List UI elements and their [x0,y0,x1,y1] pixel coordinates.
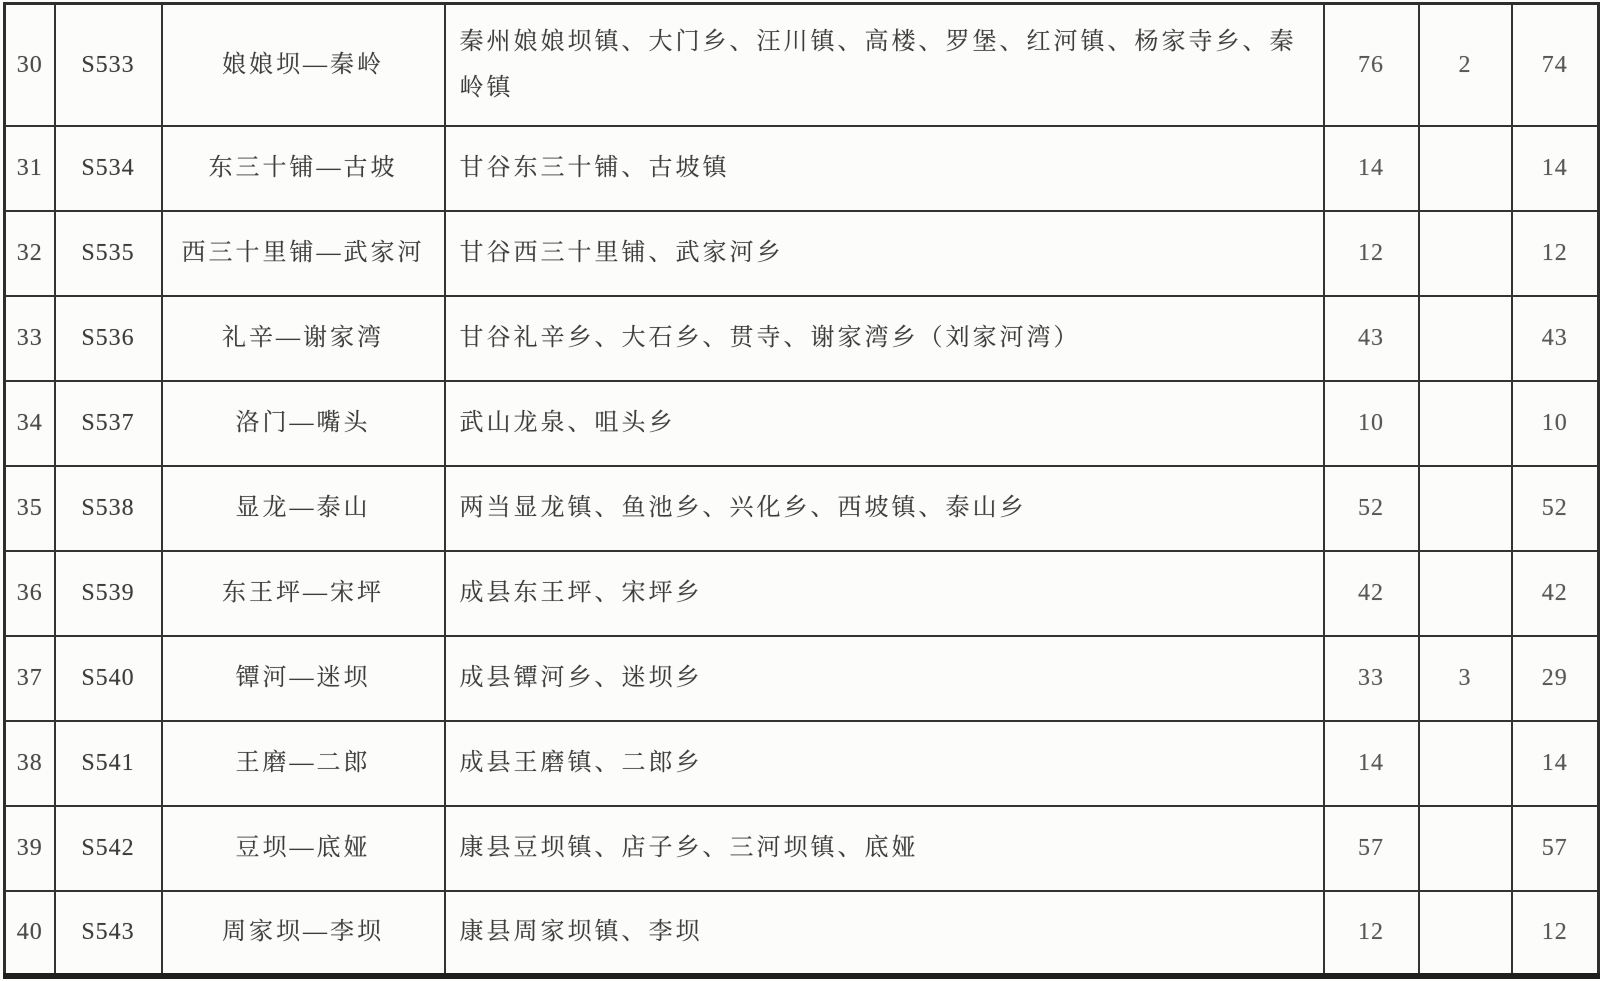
cell-num-a: 10 [1324,381,1419,466]
cell-num-b [1419,551,1512,636]
cell-num-a: 52 [1324,466,1419,551]
cell-places-along-route: 甘谷西三十里铺、武家河乡 [445,211,1324,296]
cell-row-number: 31 [5,126,55,211]
cell-row-number: 30 [5,4,55,126]
cell-num-b [1419,381,1512,466]
cell-num-b [1419,126,1512,211]
cell-road-code: S537 [55,381,162,466]
cell-num-a: 33 [1324,636,1419,721]
cell-route-name: 娘娘坝—秦岭 [162,4,445,126]
cell-num-b [1419,211,1512,296]
cell-num-b: 2 [1419,4,1512,126]
cell-route-name: 东三十铺—古坡 [162,126,445,211]
cell-road-code: S539 [55,551,162,636]
cell-places-along-route: 甘谷东三十铺、古坡镇 [445,126,1324,211]
cell-places-along-route: 甘谷礼辛乡、大石乡、贯寺、谢家湾乡（刘家河湾） [445,296,1324,381]
cell-num-c: 42 [1512,551,1599,636]
cell-road-code: S541 [55,721,162,806]
cell-num-c: 57 [1512,806,1599,891]
cell-row-number: 38 [5,721,55,806]
cell-places-along-route: 成县镡河乡、迷坝乡 [445,636,1324,721]
cell-num-b [1419,806,1512,891]
cell-num-a: 12 [1324,211,1419,296]
cell-road-code: S533 [55,4,162,126]
cell-num-c: 12 [1512,211,1599,296]
cell-places-along-route: 康县豆坝镇、店子乡、三河坝镇、底娅 [445,806,1324,891]
table-row [5,551,1599,636]
cell-route-name: 显龙—泰山 [162,466,445,551]
table-row [5,296,1599,381]
cell-row-number: 35 [5,466,55,551]
cell-places-along-route: 康县周家坝镇、李坝 [445,891,1324,976]
cell-route-name: 东王坪—宋坪 [162,551,445,636]
table-row [5,891,1599,976]
cell-route-name: 镡河—迷坝 [162,636,445,721]
cell-route-name: 王磨—二郎 [162,721,445,806]
cell-num-c: 10 [1512,381,1599,466]
cell-row-number: 40 [5,891,55,976]
table-row [5,721,1599,806]
cell-places-along-route: 成县王磨镇、二郎乡 [445,721,1324,806]
table-row [5,466,1599,551]
cell-road-code: S543 [55,891,162,976]
table-row [5,126,1599,211]
cell-row-number: 32 [5,211,55,296]
route-table [3,2,1600,979]
cell-places-along-route: 武山龙泉、咀头乡 [445,381,1324,466]
cell-row-number: 36 [5,551,55,636]
cell-route-name: 豆坝—底娅 [162,806,445,891]
cell-num-b: 3 [1419,636,1512,721]
cell-road-code: S534 [55,126,162,211]
cell-num-b [1419,891,1512,976]
cell-row-number: 37 [5,636,55,721]
cell-num-c: 12 [1512,891,1599,976]
cell-num-a: 12 [1324,891,1419,976]
route-table-body [5,4,1599,976]
cell-row-number: 34 [5,381,55,466]
cell-num-b [1419,721,1512,806]
cell-num-c: 14 [1512,721,1599,806]
table-row [5,381,1599,466]
cell-road-code: S535 [55,211,162,296]
cell-places-along-route: 秦州娘娘坝镇、大门乡、汪川镇、高楼、罗堡、红河镇、杨家寺乡、秦岭镇 [445,4,1324,126]
cell-road-code: S542 [55,806,162,891]
cell-num-b [1419,296,1512,381]
cell-num-b [1419,466,1512,551]
cell-num-a: 76 [1324,4,1419,126]
cell-route-name: 礼辛—谢家湾 [162,296,445,381]
table-row [5,4,1599,126]
cell-num-a: 14 [1324,126,1419,211]
cell-row-number: 39 [5,806,55,891]
cell-num-c: 29 [1512,636,1599,721]
cell-num-c: 43 [1512,296,1599,381]
cell-route-name: 西三十里铺—武家河 [162,211,445,296]
table-row [5,636,1599,721]
table-row [5,806,1599,891]
cell-road-code: S536 [55,296,162,381]
cell-num-c: 74 [1512,4,1599,126]
cell-row-number: 33 [5,296,55,381]
cell-num-a: 57 [1324,806,1419,891]
cell-road-code: S538 [55,466,162,551]
cell-road-code: S540 [55,636,162,721]
cell-num-a: 42 [1324,551,1419,636]
cell-num-a: 14 [1324,721,1419,806]
table-row [5,211,1599,296]
cell-places-along-route: 成县东王坪、宋坪乡 [445,551,1324,636]
cell-route-name: 周家坝—李坝 [162,891,445,976]
cell-num-c: 52 [1512,466,1599,551]
cell-places-along-route: 两当显龙镇、鱼池乡、兴化乡、西坡镇、泰山乡 [445,466,1324,551]
cell-route-name: 洛门—嘴头 [162,381,445,466]
cell-num-c: 14 [1512,126,1599,211]
cell-num-a: 43 [1324,296,1419,381]
